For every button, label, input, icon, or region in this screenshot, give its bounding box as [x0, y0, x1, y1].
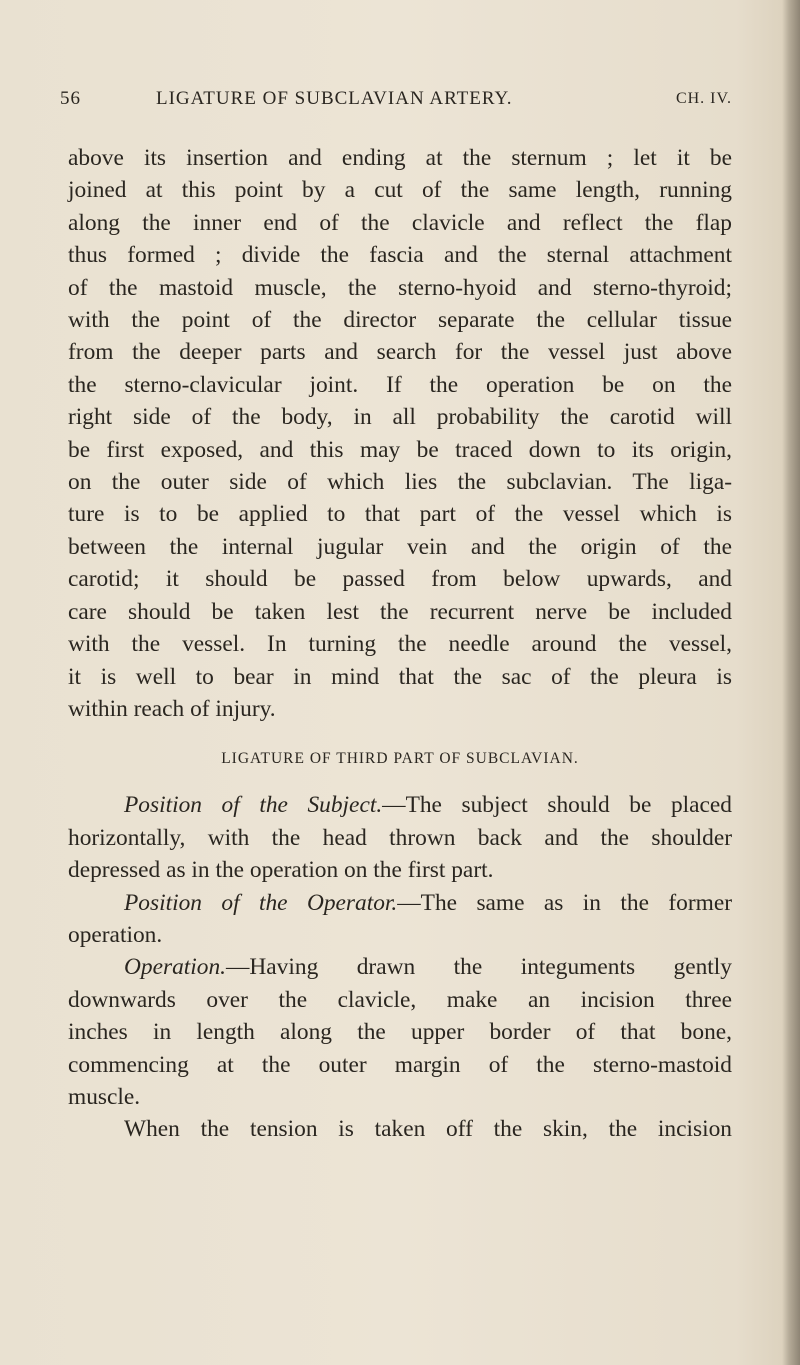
text-line: on the outer side of which lies the subclavian. The liga-: [68, 469, 732, 496]
text-line: inches in length along the upper border of that bone,: [68, 1019, 732, 1046]
paragraph-position-operator: [68, 887, 732, 952]
text-line: carotid; it should be passed from below upwards, and: [68, 566, 732, 593]
paragraph-operation: [68, 951, 732, 1113]
page-number: 56: [60, 88, 81, 109]
paragraph-label: Position of the Subject.: [124, 792, 383, 819]
text-line: When the tension is taken off the skin, the incision: [124, 1116, 732, 1143]
chapter-label: CH. IV.: [675, 90, 732, 107]
text-line: thus formed ; divide the fascia and the sternal attachment: [68, 242, 732, 269]
text-line: joined at this point by a cut of the same length, running: [68, 177, 732, 204]
text-line: along the inner end of the clavicle and reflect the flap: [68, 209, 732, 236]
text-line: with the point of the director separate the cellular tissue: [68, 307, 732, 334]
section-heading: LIGATURE OF THIRD PART OF SUBCLAVIAN.: [221, 750, 579, 768]
text-line: muscle.: [68, 1083, 141, 1110]
text-line: horizontally, with the head thrown back and the shoulder: [68, 824, 732, 851]
text-line: the sterno-clavicular joint. If the operation be on the: [68, 371, 732, 398]
text-line: within reach of injury.: [68, 695, 276, 722]
body-text: [68, 142, 732, 1146]
paragraph-position-subject: [68, 789, 732, 886]
text-fragment: —The same as in the former: [397, 889, 733, 916]
text-line: [68, 951, 732, 983]
text-line: [68, 789, 732, 821]
paragraph-continued: [68, 142, 732, 725]
text-line: [68, 887, 732, 919]
text-line: ture is to be applied to that part of the vessel which is: [68, 501, 732, 528]
text-line: be first exposed, and this may be traced down to its origin,: [68, 436, 732, 463]
text-line: downwards over the clavicle, make an incision three: [68, 986, 732, 1013]
running-title: LIGATURE OF SUBCLAVIAN ARTERY.: [156, 88, 513, 109]
text-line: above its insertion and ending at the sternum ; let it be: [68, 145, 732, 171]
text-line: right side of the body, in all probability the carotid will: [68, 404, 732, 431]
text-line: commencing at the outer margin of the sterno-mastoid: [68, 1051, 732, 1078]
text-line: with the vessel. In turning the needle around the vessel,: [68, 631, 732, 658]
text-fragment: —Having drawn the integuments gently: [226, 954, 732, 981]
text-line: it is well to bear in mind that the sac of the pleura is: [68, 663, 732, 690]
text-line: depressed as in the operation on the first part.: [68, 857, 494, 884]
paragraph-final: [68, 1113, 732, 1145]
text-line: between the internal jugular vein and the origin of the: [68, 533, 732, 560]
text-line: from the deeper parts and search for the vessel just above: [68, 339, 732, 366]
paragraph-label: Operation.: [124, 954, 227, 981]
running-header: [60, 88, 732, 118]
paragraph-label: Position of the Operator.: [124, 889, 398, 916]
text-line: of the mastoid muscle, the sterno-hyoid and sterno-thyroid;: [68, 274, 732, 301]
page-edge-shadow: [782, 0, 800, 1365]
text-line: care should be taken lest the recurrent nerve be included: [68, 598, 732, 625]
text-line: operation.: [68, 921, 163, 948]
text-fragment: —The subject should be placed: [382, 792, 732, 819]
